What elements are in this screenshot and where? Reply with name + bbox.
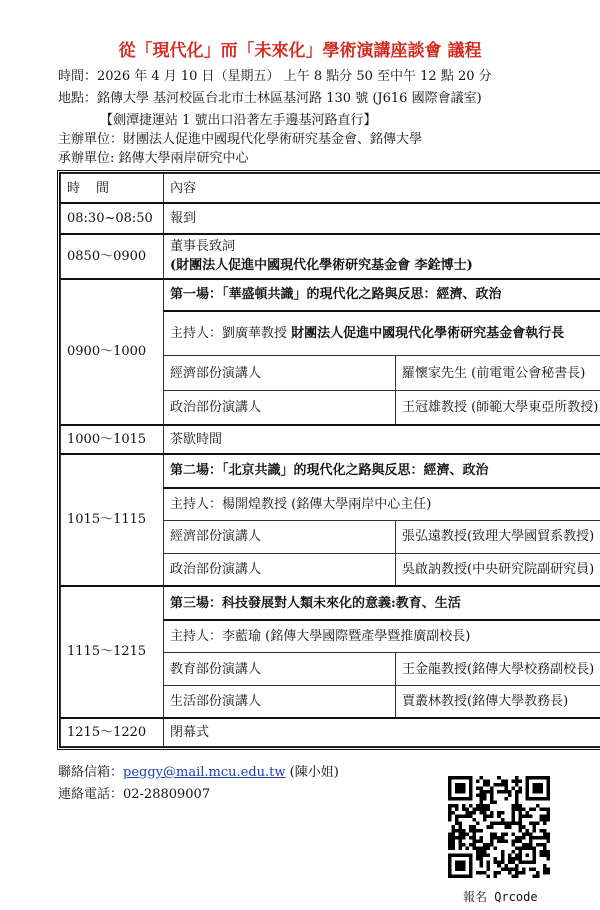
contact-email <box>58 762 339 784</box>
host-name: 主持人：劉廣華教授 <box>170 326 292 342</box>
speaker-name: 賈叢林教授(銘傳大學教務長) <box>396 685 600 718</box>
speaker-name: 王金龍教授(銘傳大學校務副校長) <box>396 653 600 686</box>
session-3-title: 第三場：科技發展對人類未來化的意義:教育、生活 <box>164 586 600 621</box>
speaker-role: 經濟部份演講人 <box>164 521 396 554</box>
session-2-title: 第二場：「北京共識」的現代化之路與反思：經濟、政治 <box>164 454 600 489</box>
speaker-name: 吳啟訥教授(中央研究院副研究員) <box>396 553 600 586</box>
row-time: 0850～0900 <box>61 234 164 279</box>
speaker-role: 政治部份演講人 <box>164 553 396 586</box>
event-organizer: 承辦單位: 銘傳大學兩岸研究中心 <box>58 151 249 166</box>
row-time: 08:30~08:50 <box>61 203 164 234</box>
row-time: 1215～1220 <box>61 718 164 747</box>
session-1-host <box>164 311 600 356</box>
speaker-role: 經濟部份演講人 <box>164 356 396 391</box>
speaker-role: 生活部份演講人 <box>164 685 396 718</box>
row-time: 1115～1215 <box>61 586 164 718</box>
email-person: (陳小姐) <box>285 765 339 780</box>
row-content: 茶歇時間 <box>164 425 600 453</box>
table-row <box>61 718 600 747</box>
speaker-name: 張弘遠教授(致理大學國貿系教授) <box>396 521 600 554</box>
session-3-host: 主持人：李藍瑜 (銘傳大學國際暨產學暨推廣副校長) <box>164 620 600 653</box>
session-title-row <box>61 279 600 312</box>
event-transit: 【劍潭捷運站 1 號出口沿著左手邊基河路直行】 <box>100 113 377 128</box>
email-label: 聯絡信箱： <box>58 765 124 780</box>
speaker-name: 王冠雄教授 (師範大學東亞所教授) <box>396 391 600 426</box>
table-row <box>61 203 600 234</box>
row-content: 閉幕式 <box>164 718 600 747</box>
session-title-row <box>61 586 600 621</box>
row-time: 0900～1000 <box>61 279 164 425</box>
speaker-role: 教育部份演講人 <box>164 653 396 686</box>
row-content: 報到 <box>164 203 600 234</box>
registration-qr-code[interactable] <box>448 776 550 878</box>
opening-speech-label: 董事長致詞 <box>170 239 236 255</box>
session-2-host: 主持人：楊開煌教授 (銘傳大學兩岸中心主任) <box>164 488 600 521</box>
event-time: 時間：2026 年 4 月 10 日（星期五） 上午 8 點分 50 至中午 12 點 20 分 <box>58 69 492 84</box>
email-link[interactable]: peggy@mail.mcu.edu.tw <box>123 765 286 780</box>
row-time: 1000～1015 <box>61 425 164 453</box>
event-place: 地點：銘傳大學 基河校區台北市士林區基河路 130 號 (J616 國際會議室) <box>58 91 482 106</box>
event-host: 主辦單位：財團法人促進中國現代化學術研究基金會、銘傳大學 <box>58 132 423 147</box>
speaker-role: 政治部份演講人 <box>164 391 396 426</box>
host-title: 財團法人促進中國現代化學術研究基金會執行長 <box>291 326 565 342</box>
opening-speaker: (財團法人促進中國現代化學術研究基金會 李銓博士) <box>170 258 473 274</box>
page-title: 從「現代化」而「未來化」學術演講座談會 議程 <box>118 41 482 61</box>
table-row <box>61 234 600 279</box>
qr-label: 報名 Qrcode <box>463 890 538 904</box>
header-content: 內容 <box>164 174 600 204</box>
contact-phone: 連絡電話：02-28809007 <box>58 787 211 802</box>
schedule-table <box>57 170 600 750</box>
session-title-row <box>61 454 600 489</box>
row-content <box>164 234 600 279</box>
table-header-row <box>61 174 600 204</box>
row-time: 1015～1115 <box>61 454 164 586</box>
session-1-title: 第一場：「華盛頓共識」的現代化之路與反思：經濟、政治 <box>164 279 600 312</box>
table-row <box>61 425 600 453</box>
header-time: 時間 <box>61 174 164 204</box>
speaker-name: 羅懷家先生 (前電電公會秘書長) <box>396 356 600 391</box>
